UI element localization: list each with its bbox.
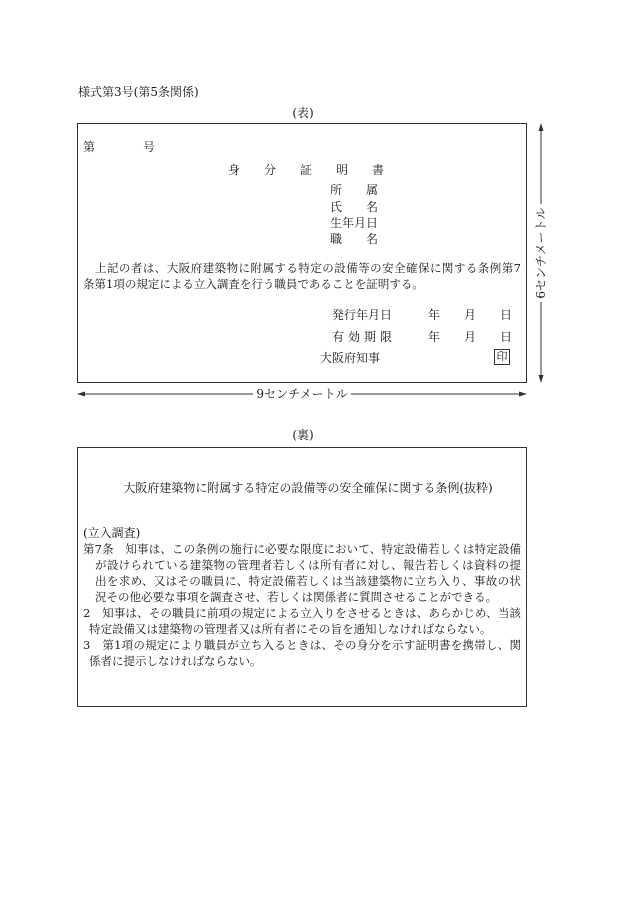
article-7-line: が設けられている建築物の管理者若しくは所有者に対し、報告若しくは資料の提 — [95, 558, 521, 572]
height-dimension-label: 6センチメートル — [534, 204, 548, 301]
valid-until-label: 有効期限 — [332, 330, 392, 344]
height-dimension-label-wrap — [534, 203, 548, 303]
field-affiliation-label: 所 属 — [330, 183, 378, 197]
front-side-label: (表) — [292, 106, 314, 120]
valid-until-blank: 年 月 日 — [428, 330, 513, 344]
article-7-line: 況その他必要な事項を調査させ、若しくは関係者に質問させることができる。 — [95, 590, 498, 604]
back-side-label: (裏) — [292, 428, 314, 442]
section-heading: (立入調査) — [83, 526, 141, 540]
statement-line: 上記の者は、大阪府建築物に附属する特定の設備等の安全確保に関する条例第7 — [95, 261, 521, 275]
arrowhead-right-icon — [519, 392, 527, 397]
card-title: 身分証明書 — [228, 163, 409, 177]
form-number: 様式第3号(第5条関係) — [78, 85, 199, 99]
id-card-back — [77, 447, 527, 707]
clause-3-line: 係者に提示しなければならない。 — [89, 654, 262, 668]
card-number-line: 第 号 — [83, 140, 156, 154]
id-card-front — [77, 123, 527, 383]
field-name-label: 氏 名 — [330, 200, 378, 214]
arrowhead-down-icon — [539, 375, 544, 383]
seal-mark: 印 — [494, 349, 510, 365]
article-7-line: 出を求め、又はその職員に、特定設備若しくは当該建築物に立ち入り、事故の状 — [95, 574, 521, 588]
width-dimension-label-wrap — [252, 387, 352, 401]
clause-2-line: 2 知事は、その職員に前項の規定による立入りをさせるときは、あらかじめ、当該 — [83, 606, 521, 620]
clause-3-line: 3 第1項の規定により職員が立ち入るときは、その身分を示す証明書を携帯し、関 — [83, 638, 521, 652]
issue-date-blank: 年 月 日 — [428, 308, 513, 322]
arrowhead-left-icon — [77, 392, 85, 397]
clause-2-line: 特定設備又は建築物の管理者又は所有者にその旨を通知しなければならない。 — [89, 622, 492, 636]
arrowhead-up-icon — [539, 123, 544, 131]
article-7-line: 第7条 知事は、この条例の施行に必要な限度において、特定設備若しくは特定設備 — [83, 542, 521, 556]
field-birthdate-label: 生年月日 — [330, 216, 379, 230]
issuer-name: 大阪府知事 — [320, 351, 381, 365]
ordinance-title: 大阪府建築物に附属する特定の設備等の安全確保に関する条例(抜粋) — [123, 481, 493, 495]
field-position-label: 職 名 — [330, 232, 378, 246]
width-dimension-label: 9センチメートル — [253, 387, 350, 401]
statement-line: 条第1項の規定による立入調査を行う職員であることを証明する。 — [83, 277, 424, 291]
issue-date-label: 発行年月日 — [332, 308, 393, 322]
